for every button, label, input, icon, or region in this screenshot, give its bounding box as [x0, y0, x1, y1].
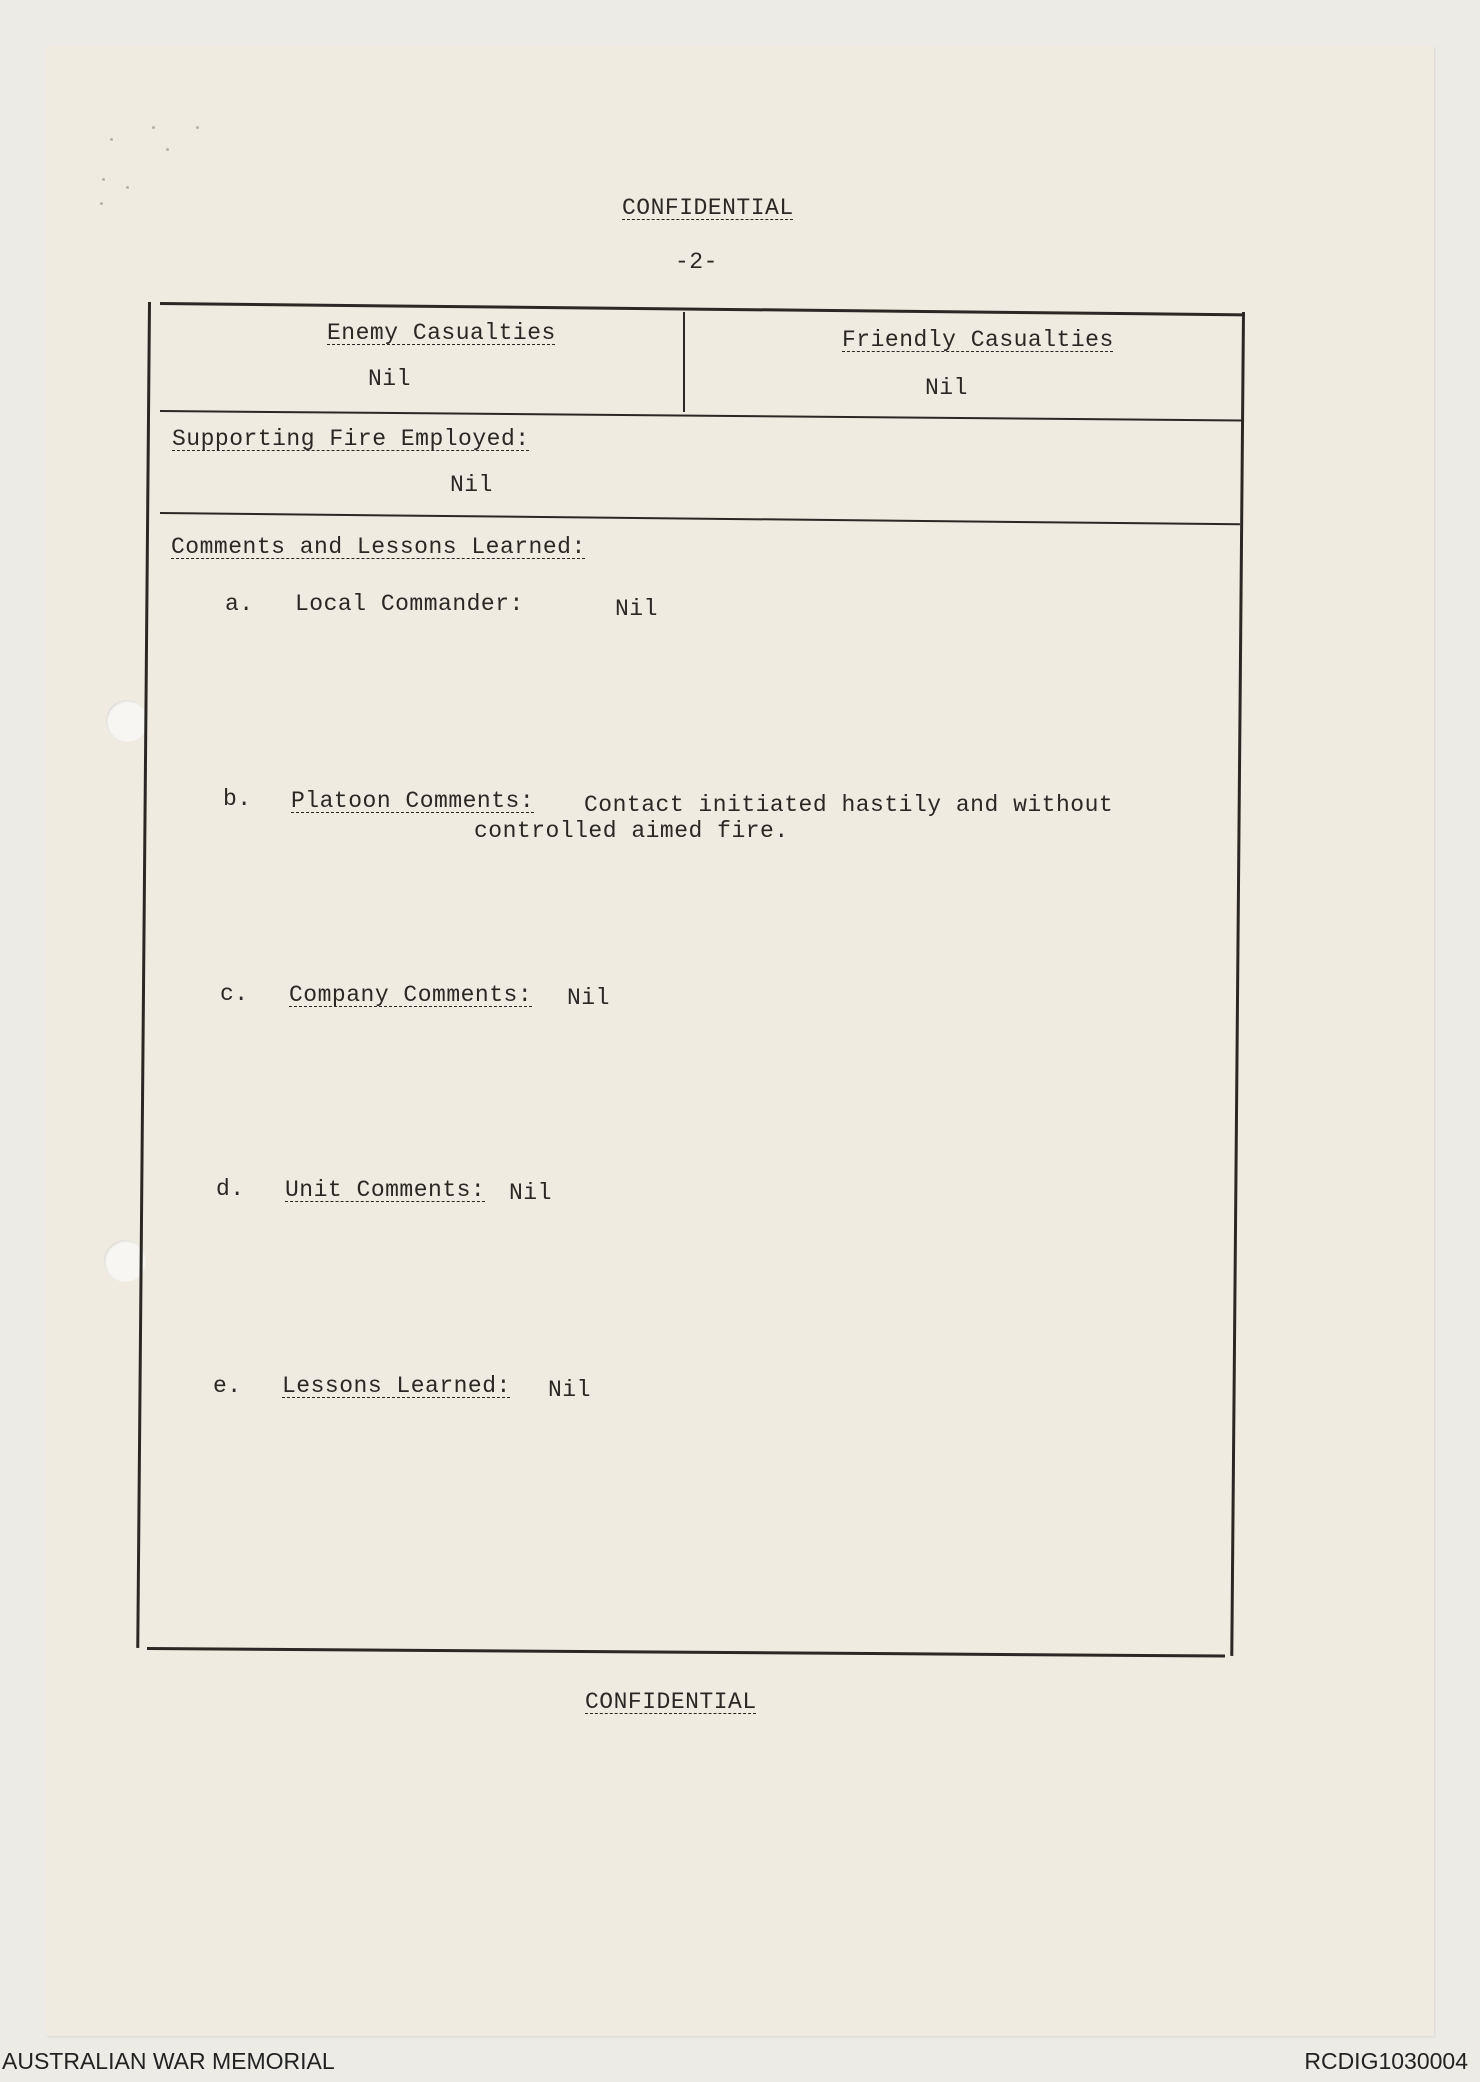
local-commander-label: Local Commander: — [295, 591, 524, 617]
enemy-casualties-value: Nil — [368, 366, 411, 392]
friendly-casualties-label: Friendly Casualties — [842, 327, 1114, 353]
item-a-letter: a. — [225, 591, 254, 617]
company-comments-label: Company Comments: — [289, 982, 533, 1008]
item-e-letter: e. — [213, 1373, 242, 1399]
enemy-casualties-label: Enemy Casualties — [327, 320, 556, 346]
paper-speck — [100, 202, 103, 205]
platoon-comments-line1: Contact initiated hastily and without — [584, 792, 1114, 818]
classification-footer: CONFIDENTIAL — [585, 1689, 757, 1715]
platoon-comments-label: Platoon Comments: — [291, 788, 535, 814]
document-page — [46, 46, 1434, 2036]
page-number: -2- — [675, 249, 718, 275]
paper-speck — [166, 148, 169, 151]
paper-speck — [152, 126, 155, 129]
lessons-learned-label: Lessons Learned: — [282, 1373, 511, 1399]
paper-speck — [196, 126, 199, 129]
archive-reference: RCDIG1030004 — [1304, 2048, 1468, 2074]
classification-header: CONFIDENTIAL — [622, 195, 794, 221]
friendly-casualties-value: Nil — [925, 375, 968, 401]
supporting-fire-value: Nil — [450, 472, 493, 498]
punch-hole-top — [106, 700, 148, 742]
archive-institution: AUSTRALIAN WAR MEMORIAL — [2, 2048, 335, 2074]
unit-comments-value: Nil — [509, 1180, 552, 1206]
item-c-letter: c. — [220, 981, 249, 1007]
lessons-learned-value: Nil — [548, 1377, 591, 1403]
platoon-comments-line2: controlled aimed fire. — [474, 818, 789, 844]
company-comments-value: Nil — [567, 985, 610, 1011]
local-commander-value: Nil — [615, 596, 658, 622]
supporting-fire-label: Supporting Fire Employed: — [172, 426, 530, 452]
item-b-letter: b. — [223, 786, 252, 812]
unit-comments-label: Unit Comments: — [285, 1177, 486, 1203]
casualties-divider — [683, 312, 685, 412]
paper-speck — [110, 138, 113, 141]
comments-heading: Comments and Lessons Learned: — [171, 534, 586, 560]
item-d-letter: d. — [216, 1176, 245, 1202]
paper-speck — [126, 186, 129, 189]
paper-speck — [102, 178, 105, 181]
